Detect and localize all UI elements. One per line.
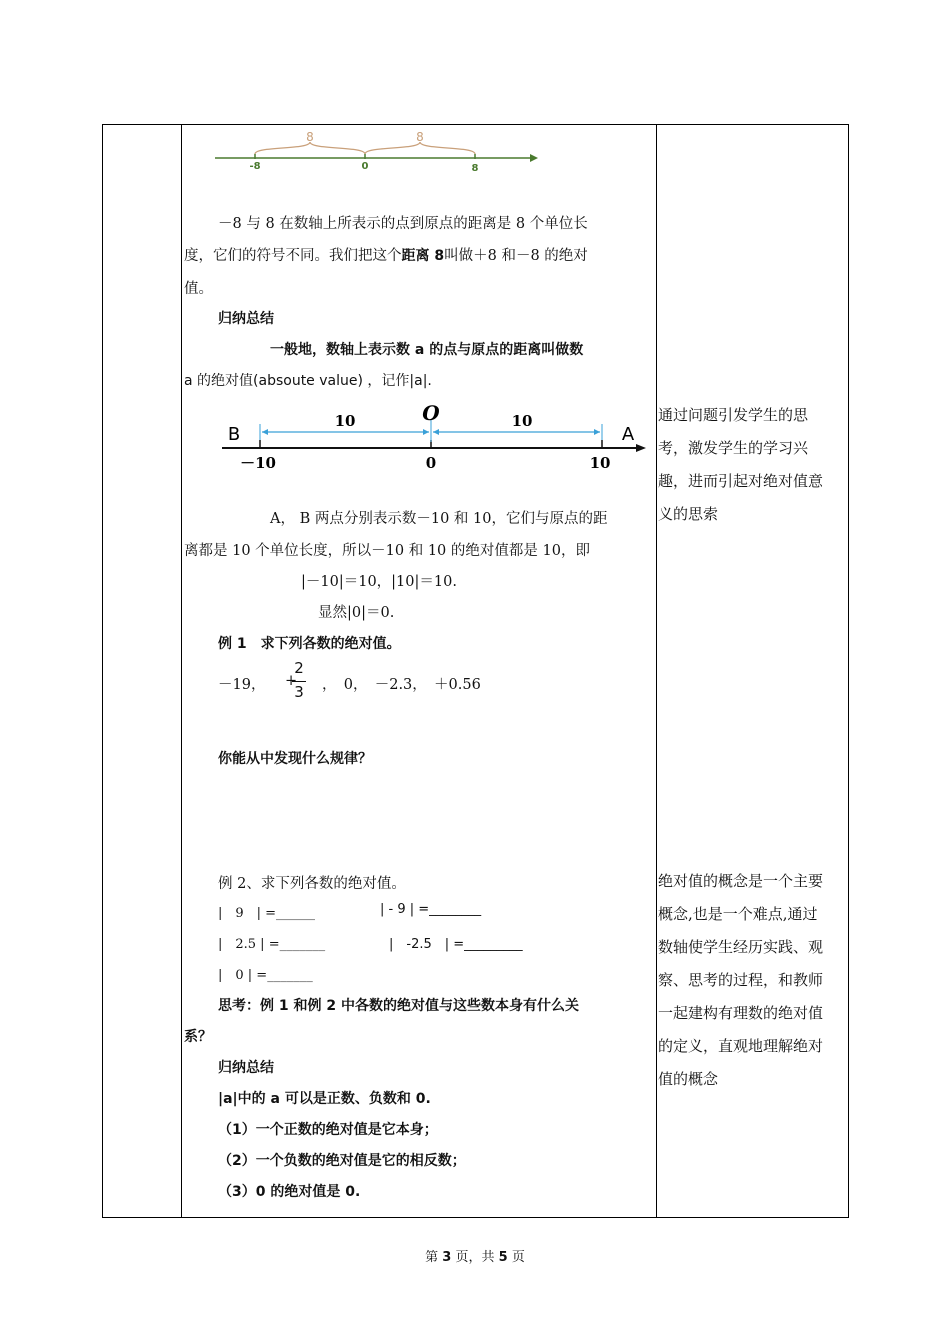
para1-line2 — [184, 244, 588, 265]
example2-title: 例 2、求下列各数的绝对值。 — [218, 876, 406, 892]
teaching-note-2 — [658, 865, 848, 1096]
para1-line2b: 距离 8 — [401, 248, 445, 264]
fraction-numerator: 2 — [294, 659, 304, 677]
fraction-bar — [292, 681, 306, 682]
note2-line: 的定义，直观地理解绝对 — [658, 1037, 824, 1055]
tick-pos-label: 8 — [471, 163, 479, 174]
summary2-heading: 归纳总结 — [218, 1060, 274, 1076]
column-divider-2 — [656, 124, 657, 1218]
para2-line4: 显然|0|＝0. — [318, 605, 395, 621]
summary2-line4: （3）0 的绝对值是 0. — [218, 1184, 361, 1200]
origin-label: O — [422, 401, 440, 425]
para1-line2c: 叫做＋8 和－8 的绝对 — [444, 248, 588, 264]
note2-line: 概念,也是一个难点,通过 — [658, 905, 818, 923]
para2-line2: 离都是 10 个单位长度，所以－10 和 10 的绝对值都是 10，即 — [184, 543, 590, 559]
example2-row1b: | - 9 | =________ — [380, 902, 482, 917]
point-a-label: A — [621, 424, 635, 445]
note2-line: 绝对值的概念是一个主要 — [658, 872, 824, 890]
distance-right-label: 10 — [511, 412, 533, 430]
footer-total-pages: 5 — [498, 1250, 508, 1265]
para1-line3: 值。 — [184, 281, 213, 297]
note2-line: 一起建构有理数的绝对值 — [658, 1004, 824, 1022]
para1-line1: －8 与 8 在数轴上所表示的点到原点的距离是 8 个单位长 — [218, 216, 588, 232]
example2-row3: | 0 | =_______ — [218, 968, 313, 983]
brace-right-label: 8 — [416, 130, 424, 144]
summary2-line1: |a|中的 a 可以是正数、负数和 0. — [218, 1091, 431, 1107]
fraction-denominator: 3 — [294, 683, 304, 701]
think-line2: 系？ — [184, 1029, 212, 1045]
example1-sign: + — [285, 673, 298, 689]
footer-mid: 页，共 — [455, 1250, 495, 1265]
summary1-line2: a 的绝对值(absoute value) ，记作|a|. — [184, 373, 432, 389]
example2-row1a: | 9 | =______ — [218, 906, 316, 921]
footer-pre: 第 — [425, 1250, 439, 1265]
para2-line1: A， B 两点分别表示数－10 和 10，它们与原点的距 — [270, 511, 608, 527]
summary2-line2: （1）一个正数的绝对值是它本身； — [218, 1122, 438, 1138]
example2-row2a: | 2.5 | =_______ — [218, 937, 326, 952]
example2-row2b: | -2.5 | =_________ — [389, 937, 523, 952]
summary2-line3: （2）一个负数的绝对值是它的相反数； — [218, 1153, 466, 1169]
example1-n1: －19， — [218, 677, 266, 693]
distance-left-label: 10 — [334, 412, 356, 430]
footer-page-number: 3 — [442, 1250, 452, 1265]
number-line-10 — [218, 400, 658, 475]
tick-zero-label: 0 — [361, 161, 369, 172]
summary1-line1: 一般地，数轴上表示数 a 的点与原点的距离叫做数 — [270, 342, 584, 358]
number-line-8 — [210, 128, 550, 178]
note1-line: 趣，进而引起对绝对值意 — [658, 472, 824, 490]
page-footer — [0, 1246, 950, 1265]
footer-post: 页 — [511, 1250, 525, 1265]
note1-line: 考，激发学生的学习兴 — [658, 439, 809, 457]
tick-10-label: 10 — [589, 454, 611, 472]
example1-question: 你能从中发现什么规律？ — [218, 751, 372, 767]
tick-neg10-label: －10 — [240, 454, 276, 472]
example1-rest: ， 0， －2.3， ＋0.56 — [322, 677, 481, 693]
point-b-label: B — [227, 424, 241, 445]
para2-line3: |－10|＝10，|10|＝10. — [301, 574, 457, 590]
summary1-heading: 归纳总结 — [218, 311, 274, 327]
note2-line: 值的概念 — [658, 1070, 719, 1088]
note1-line: 义的思索 — [658, 505, 719, 523]
note1-line: 通过问题引发学生的思 — [658, 406, 809, 424]
note2-line: 察、思考的过程，和教师 — [658, 971, 824, 989]
tick-0-label: 0 — [425, 454, 437, 472]
brace-left-label: 8 — [306, 130, 314, 144]
tick-neg-label: -8 — [249, 161, 261, 172]
teaching-note-1 — [658, 399, 848, 531]
note2-line: 数轴使学生经历实践、观 — [658, 938, 824, 956]
think-line1: 思考：例 1 和例 2 中各数的绝对值与这些数本身有什么关 — [218, 998, 579, 1014]
para1-line2a: 度，它们的符号不同。我们把这个 — [184, 248, 402, 264]
column-divider-1 — [181, 124, 182, 1218]
example1-title: 例 1 求下列各数的绝对值。 — [218, 636, 401, 652]
